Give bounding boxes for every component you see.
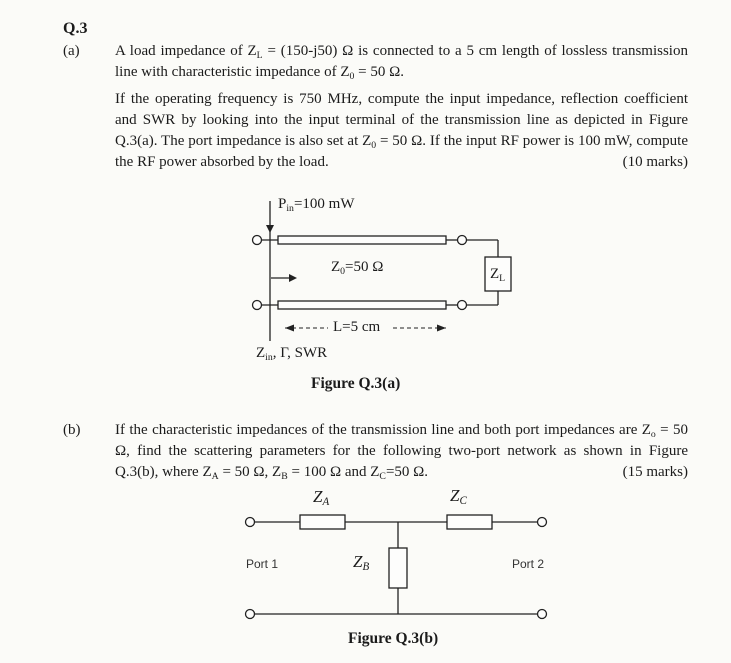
port-1-label: Port 1 — [246, 557, 279, 571]
question-number: Q.3 — [63, 20, 88, 37]
part-a-marks: (10 marks) — [622, 154, 688, 170]
impedance-boxes — [300, 515, 492, 588]
figure-a — [0, 195, 731, 395]
part-a-paragraph-1: A load impedance of $Z_L = (150-j50)$ Ω is connected to a 5 cm length of lossless transmission line with characteristic impedance of $Z_0 = 50$ Ω. — [115, 43, 688, 82]
shunt-impedance-zb-box — [389, 548, 407, 588]
input-port-lead — [270, 201, 290, 341]
figure-a-diagram — [0, 195, 731, 395]
figure-b-caption: Figure Q.3(b) — [348, 630, 439, 647]
figure-b — [0, 487, 731, 657]
za-label: $Z_A$ — [313, 487, 330, 509]
char-impedance-label: $Z_0=50$ Ω — [331, 259, 384, 277]
zb-label: $Z_B$ — [353, 552, 370, 574]
part-b-label: (b) — [63, 422, 81, 438]
input-power-label: $P_{in}=100$ mW — [278, 196, 355, 214]
zc-label: $Z_C$ — [450, 486, 467, 508]
load-impedance-label: $Z_L$ — [490, 266, 506, 284]
part-b-paragraph-1: If the characteristic impedances of the transmission line and both port impedances are $Z_o = 50$ Ω, find the scattering parameters for the following two-port network as shown in Figure Q.3(b), where $Z_A = 50$ Ω, $Z_B = 100$ Ω and $Z_C=50$ Ω. (15 marks) — [115, 422, 688, 482]
part-b — [63, 420, 688, 483]
part-a — [63, 41, 688, 173]
series-impedance-zc-box — [447, 515, 492, 529]
part-a-paragraph-2: If the operating frequency is 750 MHz, compute the input impedance, reflection coefficient and SWR by looking into the input terminal of the transmission line as depicted in Figure Q.3(a). The port impedance is also set at $Z_0 = 50$ Ω. If the input RF power is 100 mW, compute the RF power absorbed by the load. (10 marks) — [115, 89, 688, 173]
part-b-body — [115, 420, 688, 483]
port-2-label: Port 2 — [512, 557, 545, 571]
input-impedance-label: $Z_{in}$, Γ, SWR — [256, 345, 328, 363]
series-impedance-za-box — [300, 515, 345, 529]
part-a-body — [115, 41, 688, 173]
part-a-label: (a) — [63, 43, 80, 59]
part-b-marks: (15 marks) — [622, 464, 688, 480]
figure-a-caption: Figure Q.3(a) — [311, 375, 401, 392]
line-length-label: L=5 cm — [333, 319, 381, 335]
